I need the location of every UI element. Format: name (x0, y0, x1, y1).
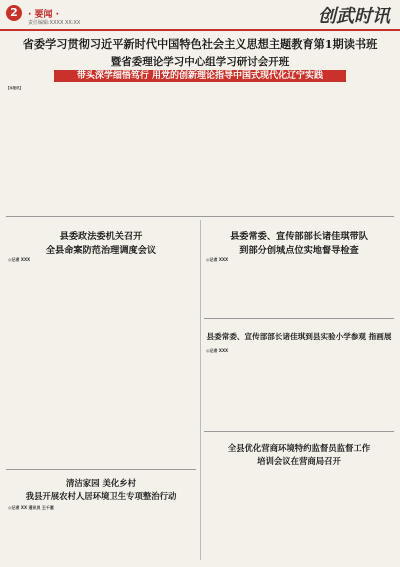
lead-dateline: 【本报讯】 (6, 86, 23, 90)
article3-col-1 (206, 264, 296, 312)
article5-byline: ◎记者 XX 通讯员 王千惠 (8, 505, 54, 510)
lead-banner: 带头深学细悟笃行 用党的创新理论指导中国式现代化辽宁实践 (54, 70, 346, 82)
article4-col-2 (302, 355, 394, 425)
column-divider (200, 220, 201, 560)
lead-headline-line2: 暨省委理论学习中心组学习研讨会开班 (110, 56, 290, 68)
divider (204, 431, 394, 432)
article2-title-line2: 全县命案防范治理调度会议 (45, 245, 157, 256)
paper-brand: 创武时讯 (318, 6, 390, 27)
lead-headline-line1: 省委学习贯彻习近平新时代中国特色社会主义思想主题教育第1期读书班 (22, 37, 378, 51)
article6-col-1 (206, 470, 296, 562)
article3-title-line2: 到部分创城点位实地督导检查 (239, 245, 359, 256)
lead-col-2 (105, 86, 198, 214)
article2-title-line1: 县委政法委机关召开 (59, 231, 143, 242)
article4-byline: ◎记者 XXX (206, 348, 229, 353)
article4-title: 县委常委、宣传部部长诸佳琪到县实验小学参观 指画展 (206, 332, 392, 341)
article4-col-1 (206, 355, 296, 425)
header-rule (0, 29, 400, 31)
article6-title-line1: 全县优化营商环境特约监督员监督工作 (227, 443, 371, 453)
divider (204, 318, 394, 319)
divider (6, 216, 394, 217)
editor-line: 责任编辑:XXXX XX:XX (28, 20, 81, 26)
article6-title-line2: 培训会议在营商局召开 (257, 456, 341, 466)
article2-col-1 (8, 264, 98, 464)
article3-byline: ◎记者 XXX (206, 257, 229, 262)
lead-col-4 (302, 86, 395, 214)
article5-title-line1: 清洁家园 美化乡村 (66, 478, 136, 488)
article2-byline: ◎记者 XXX (8, 257, 31, 262)
article5-title-line2: 我县开展农村人居环境卫生专项整治行动 (25, 491, 177, 501)
article2-col-2 (104, 264, 196, 464)
divider (6, 469, 196, 470)
section-name: · 要闻 · (28, 10, 60, 20)
article5-col-2 (104, 512, 196, 562)
page-number: 2 (6, 5, 22, 21)
article6-col-2 (302, 470, 394, 562)
lead-col-3 (203, 86, 296, 214)
article3-col-2 (302, 264, 394, 312)
masthead (0, 0, 400, 30)
lead-body (6, 86, 394, 214)
article5-col-1 (8, 512, 98, 562)
article3-title-line1: 县委常委、宣传部部长诸佳琪带队 (230, 231, 368, 242)
lead-col-1 (6, 86, 99, 214)
